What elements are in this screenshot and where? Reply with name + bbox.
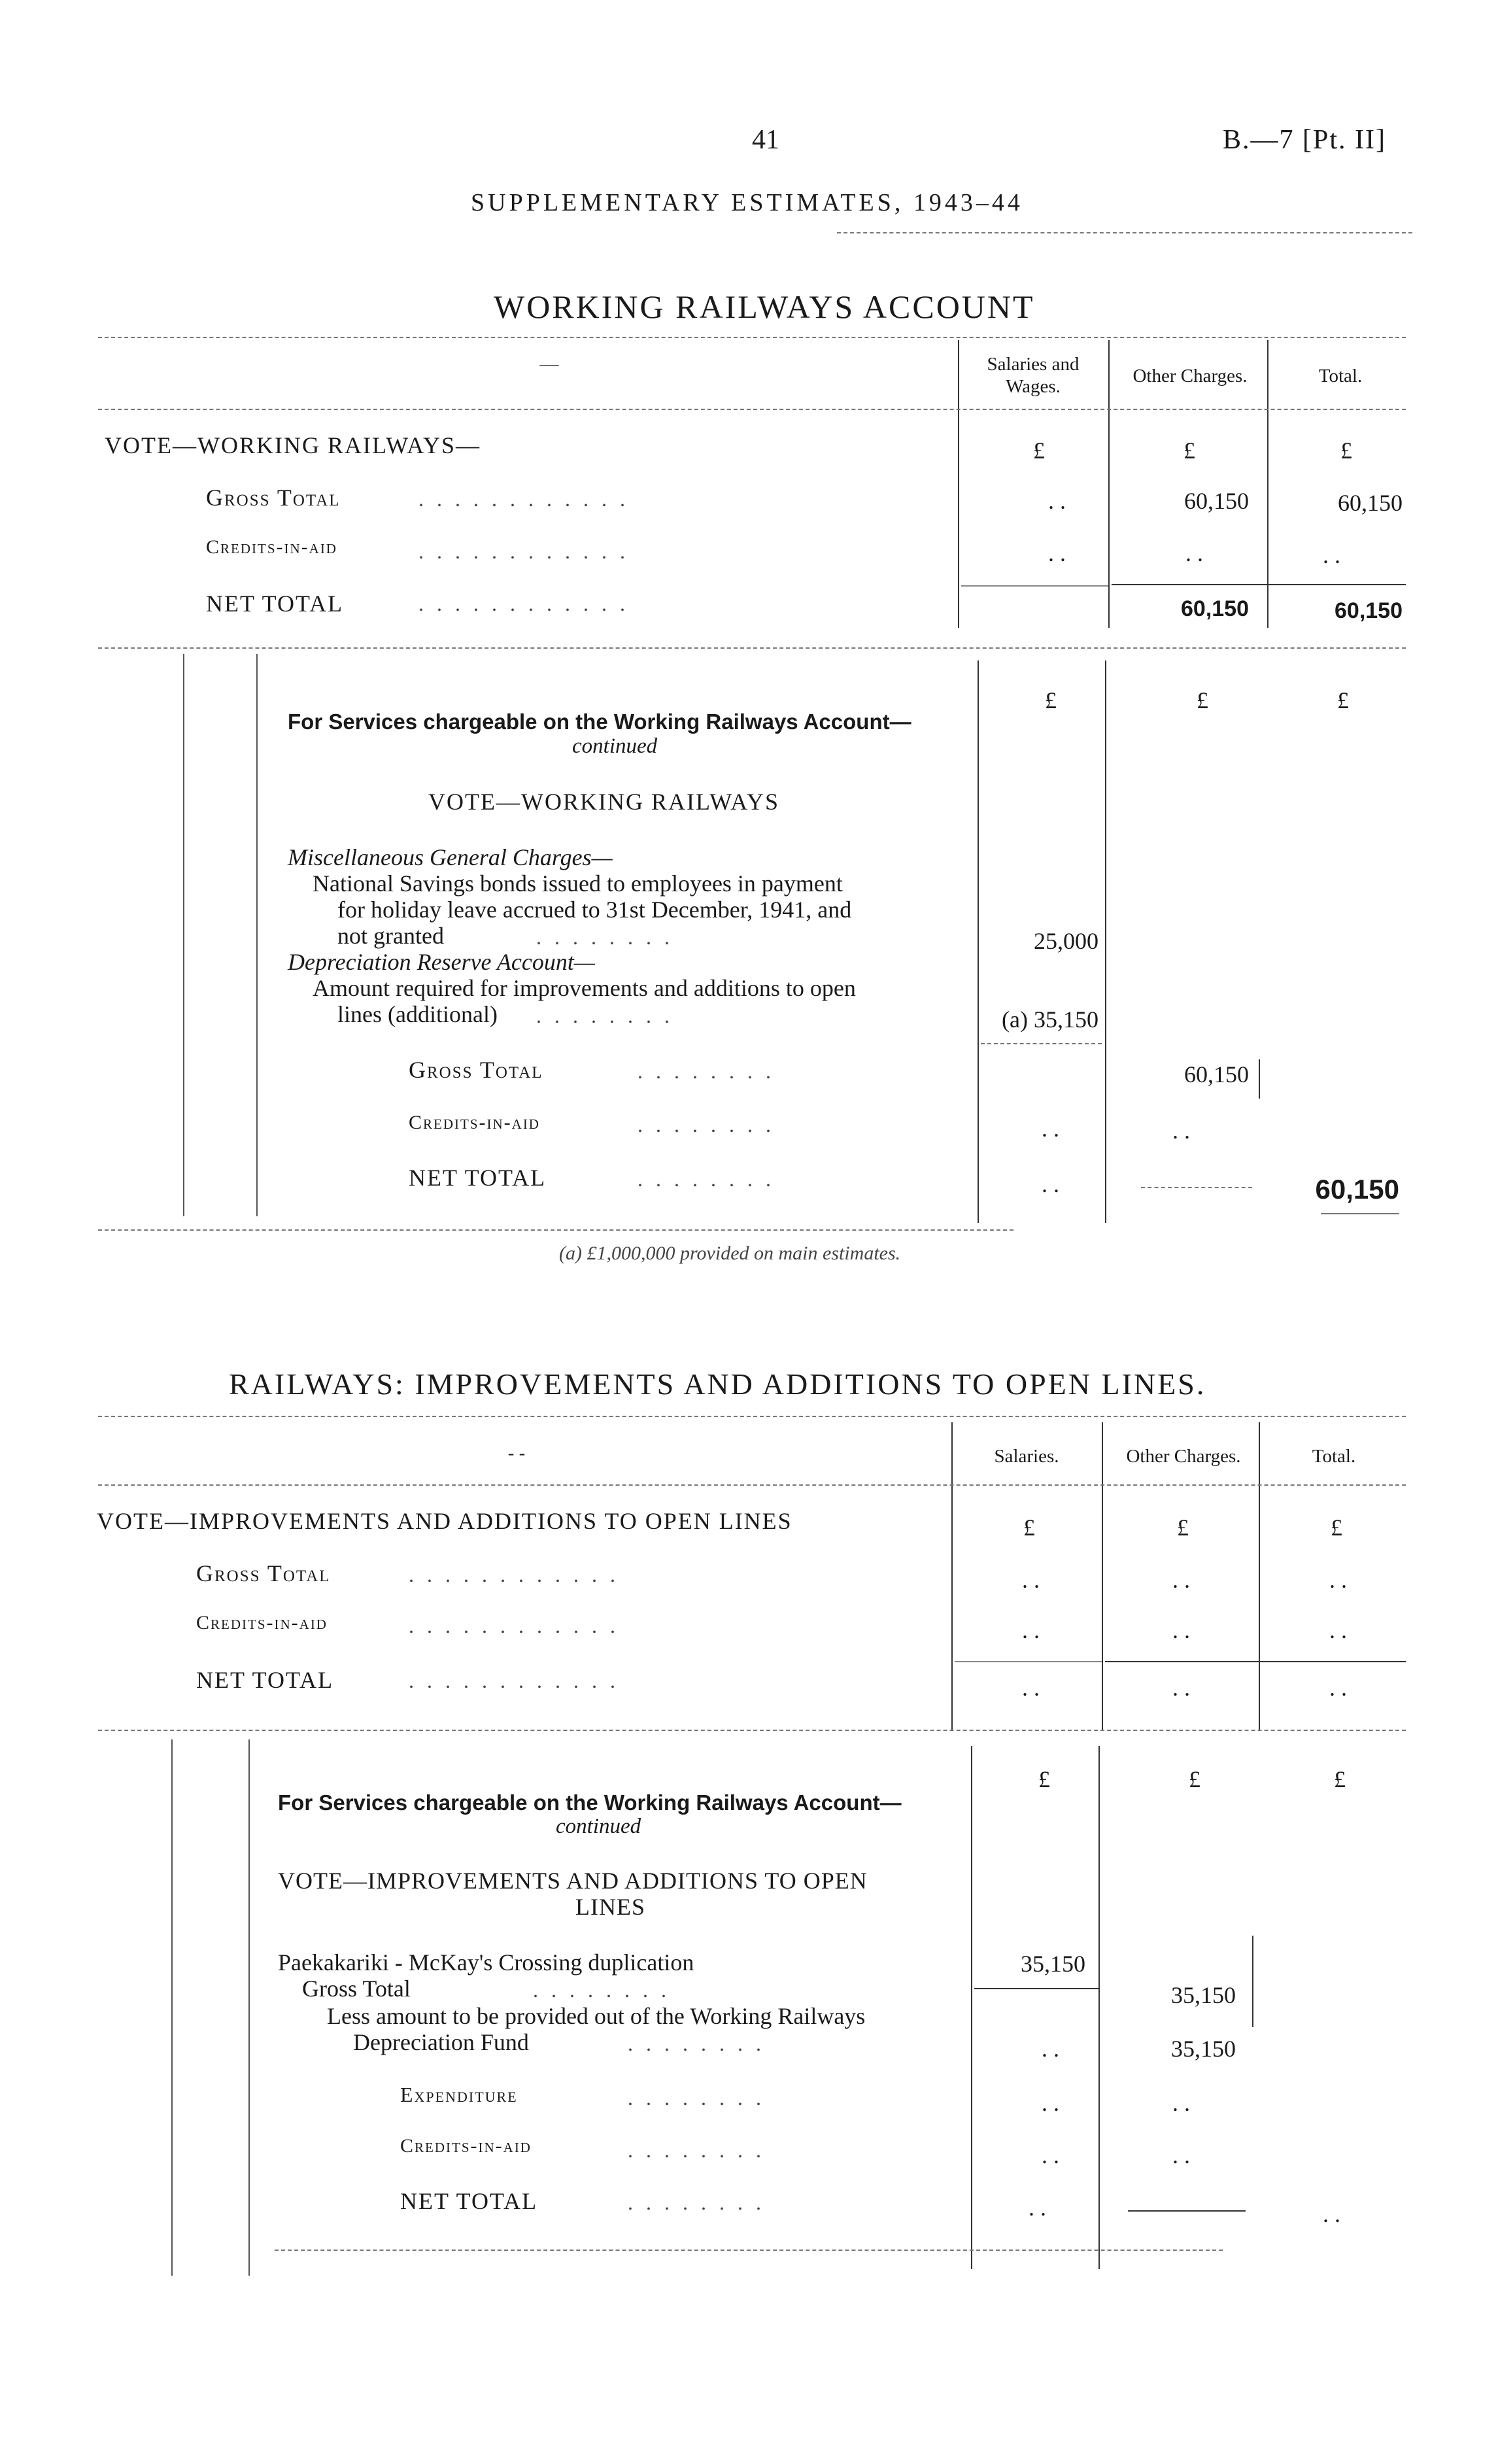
- section-title-improvements: RAILWAYS: IMPROVEMENTS AND ADDITIONS TO OPEN LINES.: [229, 1367, 1206, 1401]
- s2-gross-total-leader: . . . . . . . . . . . .: [409, 1563, 619, 1586]
- s2-credits-leader: . . . . . . . . . . . .: [409, 1614, 619, 1637]
- s1-detail-gross-leader: . . . . . . . .: [638, 1059, 775, 1083]
- s1-detail-credits-salaries: . .: [1042, 1116, 1059, 1142]
- s1-net-total: 60,150: [1335, 598, 1403, 623]
- s1-detail-currency-other: £: [1197, 687, 1208, 713]
- less-amount-salaries: . .: [1042, 2036, 1059, 2062]
- less-amount-other: 35,150: [1171, 2036, 1236, 2062]
- s1-credits-salaries: . .: [1048, 540, 1066, 566]
- s1-detail-net-salaries: . .: [1042, 1171, 1059, 1197]
- s1-detail-net-total: 60,150: [1315, 1174, 1399, 1205]
- s1-credits-leader: . . . . . . . . . . . .: [418, 539, 629, 563]
- s2-net-total: . .: [1329, 1675, 1347, 1701]
- currency-salaries: £: [1033, 437, 1045, 464]
- s2-gross-other: . .: [1172, 1567, 1190, 1593]
- s1-detail-gross-other: 60,150: [1184, 1061, 1249, 1087]
- s1-gross-salaries: . .: [1048, 488, 1066, 514]
- dep-salaries-value: (a) 35,150: [1002, 1006, 1098, 1033]
- s1-gross-total-label: Gross Total: [206, 485, 341, 511]
- s2-gross-total-label: Gross Total: [196, 1560, 331, 1586]
- s2-currency-total: £: [1331, 1514, 1342, 1541]
- s2-detail-credits-other: . .: [1172, 2142, 1190, 2168]
- less-amount-line-1: Less amount to be provided out of the Working Railways: [327, 2003, 866, 2029]
- s2-detail-vote-line-2: LINES: [575, 1894, 645, 1920]
- misc-text-line-2: for holiday leave accrued to 31st December, 1941, and: [337, 897, 852, 923]
- s2-detail-credits-label: Credits-in-aid: [400, 2135, 532, 2157]
- s1-gross-total: 60,150: [1338, 490, 1403, 516]
- s1-detail-gross-label: Gross Total: [409, 1057, 543, 1083]
- s2-column-other-charges: Other Charges.: [1126, 1446, 1241, 1467]
- s2-detail-net-salaries: . .: [1029, 2195, 1046, 2221]
- s2-detail-gross-other: 35,150: [1171, 1982, 1236, 2008]
- s2-detail-net-leader: . . . . . . . .: [628, 2191, 765, 2214]
- s2-net-salaries: . .: [1022, 1675, 1040, 1701]
- s2-net-other: . .: [1172, 1675, 1190, 1701]
- vote-working-railways: VOTE—WORKING RAILWAYS—: [105, 432, 481, 458]
- s2-detail-credits-leader: . . . . . . . .: [628, 2138, 765, 2162]
- s1-detail-credits-label: Credits-in-aid: [409, 1112, 540, 1133]
- s1-gross-other: 60,150: [1184, 488, 1249, 514]
- s2-detail-gross-leader: . . . . . . . .: [533, 1978, 670, 2002]
- depreciation-reserve-heading: Depreciation Reserve Account—: [288, 949, 595, 975]
- currency-other: £: [1183, 437, 1195, 464]
- s2-net-total-leader: . . . . . . . . . . . .: [409, 1669, 619, 1692]
- s2-credits-label: Credits-in-aid: [196, 1612, 328, 1634]
- s2-detail-gross-total-label: Gross Total: [302, 1976, 411, 2002]
- document-reference: B.—7 [Pt. II]: [1223, 125, 1386, 155]
- s1-net-total-leader: . . . . . . . . . . . .: [418, 592, 629, 615]
- s2-detail-credits-salaries: . .: [1042, 2142, 1059, 2168]
- less-amount-leader: . . . . . . . .: [628, 2032, 765, 2055]
- s2-detail-net-total: . .: [1323, 2201, 1340, 2227]
- expenditure-salaries: . .: [1042, 2090, 1059, 2116]
- column-salaries-wages: Salaries and Wages.: [987, 354, 1080, 397]
- misc-text-line-3: not granted: [337, 923, 444, 949]
- s2-net-total-label: NET TOTAL: [196, 1667, 334, 1693]
- s2-detail-currency-total: £: [1334, 1766, 1346, 1792]
- s1-credits-label: Credits-in-aid: [206, 536, 337, 558]
- column-total: Total.: [1318, 366, 1363, 386]
- s1-gross-total-leader: . . . . . . . . . . . .: [418, 487, 629, 511]
- misc-leader: . . . . . . . .: [536, 925, 673, 949]
- s2-column-blank: - -: [507, 1443, 526, 1463]
- s1-credits-total: . .: [1323, 542, 1340, 568]
- section-title-working-railways: WORKING RAILWAYS ACCOUNT: [494, 288, 1035, 325]
- column-blank-dash: —: [539, 354, 559, 375]
- expenditure-other: . .: [1172, 2090, 1190, 2116]
- s1-credits-other: . .: [1185, 540, 1203, 566]
- s2-detail-net-label: NET TOTAL: [400, 2188, 538, 2214]
- currency-total: £: [1340, 437, 1352, 464]
- s2-column-total: Total.: [1312, 1446, 1356, 1467]
- s1-detail-currency-salaries: £: [1045, 687, 1057, 713]
- s1-services-heading: For Services chargeable on the Working Railways Account—: [288, 710, 911, 734]
- s1-detail-credits-leader: . . . . . . . .: [638, 1113, 775, 1137]
- s2-credits-salaries: . .: [1022, 1617, 1040, 1643]
- s2-detail-vote-line-1: VOTE—IMPROVEMENTS AND ADDITIONS TO OPEN: [278, 1868, 868, 1894]
- s2-gross-salaries: . .: [1022, 1567, 1040, 1593]
- s2-detail-currency-other: £: [1189, 1766, 1200, 1792]
- page-number: 41: [752, 125, 779, 155]
- s1-detail-credits-other: . .: [1172, 1118, 1190, 1144]
- less-amount-line-2: Depreciation Fund: [353, 2029, 529, 2055]
- s2-credits-total: . .: [1329, 1617, 1347, 1643]
- paekakariki-salaries-value: 35,150: [1021, 1951, 1085, 1977]
- s2-credits-other: . .: [1172, 1617, 1190, 1643]
- dep-text-line-2: lines (additional): [337, 1001, 498, 1027]
- s2-column-salaries: Salaries.: [994, 1446, 1059, 1467]
- misc-salaries-value: 25,000: [1034, 928, 1098, 954]
- running-header-title: SUPPLEMENTARY ESTIMATES, 1943–44: [471, 189, 1023, 216]
- s2-currency-other: £: [1177, 1514, 1189, 1541]
- s2-currency-salaries: £: [1023, 1514, 1035, 1541]
- s1-detail-currency-total: £: [1337, 687, 1349, 713]
- s1-detail-vote: VOTE—WORKING RAILWAYS: [428, 789, 779, 815]
- footnote-a: (a) £1,000,000 provided on main estimates.: [559, 1242, 901, 1264]
- s2-services-heading: For Services chargeable on the Working Railways Account—: [278, 1790, 902, 1815]
- expenditure-leader: . . . . . . . .: [628, 2086, 765, 2110]
- misc-general-charges-heading: Miscellaneous General Charges—: [288, 844, 613, 870]
- s2-gross-total: . .: [1329, 1567, 1347, 1593]
- expenditure-label: Expenditure: [400, 2083, 518, 2106]
- column-other-charges: Other Charges.: [1132, 366, 1248, 386]
- s1-detail-net-leader: . . . . . . . .: [638, 1167, 775, 1191]
- s1-net-total-label: NET TOTAL: [206, 590, 344, 617]
- dep-leader: . . . . . . . .: [536, 1004, 673, 1027]
- s1-detail-net-label: NET TOTAL: [409, 1165, 547, 1191]
- s2-continued: continued: [556, 1815, 641, 1838]
- vote-improvements-additions: VOTE—IMPROVEMENTS AND ADDITIONS TO OPEN LINES: [97, 1508, 792, 1534]
- dep-text-line-1: Amount required for improvements and additions to open: [313, 975, 856, 1001]
- s2-detail-currency-salaries: £: [1038, 1766, 1050, 1792]
- s1-net-other: 60,150: [1181, 596, 1249, 621]
- misc-text-line-1: National Savings bonds issued to employees in payment: [313, 870, 843, 897]
- s1-continued: continued: [572, 734, 658, 758]
- paekakariki-item-label: Paekakariki - McKay's Crossing duplication: [278, 1949, 694, 1976]
